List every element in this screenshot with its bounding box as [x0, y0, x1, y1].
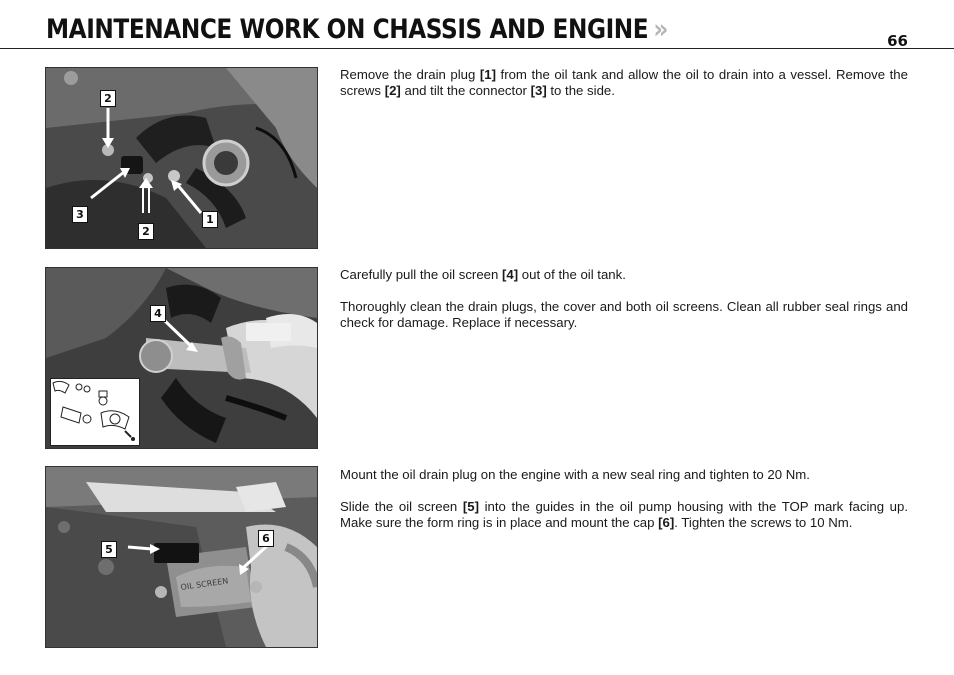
- photo-oil-screen-install: [45, 466, 318, 648]
- text-run: into the guides in the oil pump housing with the TOP mark facing up. Make sure the form ring is in place and mount the cap: [340, 499, 909, 530]
- text-run: Slide the oil screen: [340, 499, 463, 514]
- section-2-paragraph-1: [340, 267, 908, 283]
- section-3-text: [340, 467, 908, 547]
- page-number: 66: [887, 32, 908, 50]
- page-title-text: MAINTENANCE WORK ON CHASSIS AND ENGINE: [46, 14, 649, 45]
- inset-diagram: [50, 378, 140, 446]
- ref-1: [1]: [479, 67, 496, 82]
- photo-oil-screen-removal: [45, 267, 318, 449]
- header-rule: [0, 48, 954, 49]
- inset-oil-screen-label: OIL SCREEN: [180, 576, 229, 592]
- text-run: Mount the oil drain plug on the engine with a new seal ring and tighten to 20 Nm.: [340, 467, 810, 482]
- section-2-text: [340, 267, 908, 347]
- photo-oil-screen-install-illustration: [46, 467, 317, 647]
- text-run: to the side.: [546, 83, 615, 98]
- section-1-text: [340, 67, 908, 115]
- callout-2-top: 2: [100, 90, 116, 107]
- text-run: Remove the drain plug: [340, 67, 480, 82]
- text-run: . Tighten the screws to 10 Nm.: [674, 515, 853, 530]
- ref-6: [6]: [658, 515, 675, 530]
- section-3-paragraph-1: [340, 467, 908, 483]
- text-run: Carefully pull the oil screen: [340, 267, 502, 282]
- callout-5: 5: [101, 541, 117, 558]
- callout-4: 4: [150, 305, 166, 322]
- page-title: [46, 14, 668, 45]
- ref-4: [4]: [502, 267, 519, 282]
- ref-2: [2]: [384, 83, 401, 98]
- callout-3: 3: [72, 206, 88, 223]
- text-run: out of the oil tank.: [518, 267, 626, 282]
- text-run: Thoroughly clean the drain plugs, the cover and both oil screens. Clean all rubber seal rings and check for damage. Replace if necessary.: [340, 299, 908, 330]
- callout-1: 1: [202, 211, 218, 228]
- callout-2-bottom: 2: [138, 223, 154, 240]
- section-2-paragraph-2: [340, 299, 908, 331]
- title-chevron-icon: »: [653, 14, 668, 45]
- ref-3: [3]: [530, 83, 547, 98]
- section-3-paragraph-2: [340, 499, 908, 531]
- section-1-paragraph-1: [340, 67, 908, 99]
- inset-diagram-illustration: [51, 379, 139, 445]
- text-run: from the oil tank and allow the oil to drain into a vessel. Remove the screws: [340, 67, 908, 98]
- photo-drain-plug: [45, 67, 318, 249]
- text-run: and tilt the connector: [400, 83, 531, 98]
- ref-5: [5]: [462, 499, 480, 514]
- callout-6: 6: [258, 530, 274, 547]
